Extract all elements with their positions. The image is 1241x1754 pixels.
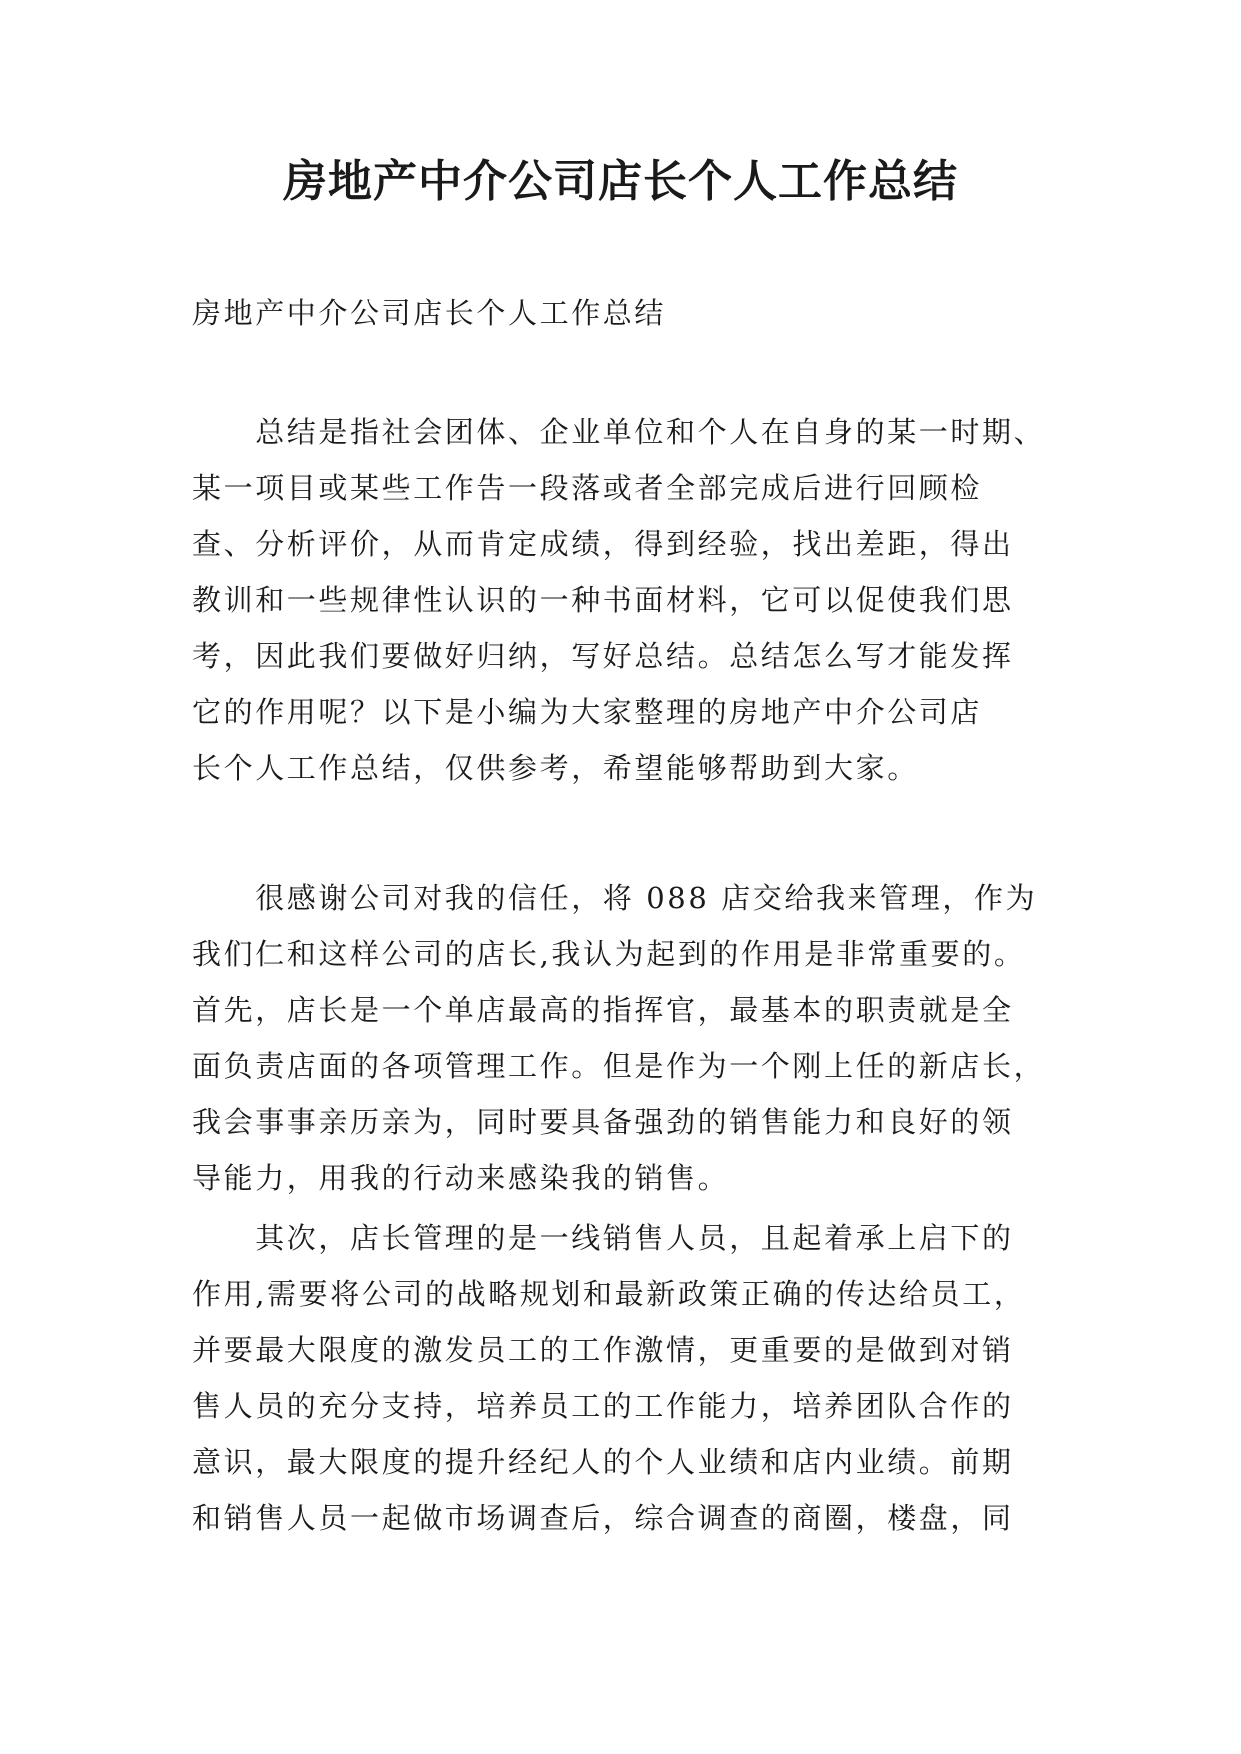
paragraph-line: 售人员的充分支持，培养员工的工作能力，培养团队合作的 xyxy=(192,1389,1014,1423)
paragraph-line: 很感谢公司对我的信任，将 088 店交给我来管理，作为 xyxy=(192,881,1038,915)
paragraph-line: 总结是指社会团体、企业单位和个人在自身的某一时期、 xyxy=(192,415,1046,449)
paragraph-line: 导能力，用我的行动来感染我的销售。 xyxy=(192,1161,730,1195)
paragraph-line: 和销售人员一起做市场调查后，综合调查的商圈，楼盘，同 xyxy=(192,1501,1014,1535)
paragraph-line: 意识，最大限度的提升经纪人的个人业绩和店内业绩。前期 xyxy=(192,1445,1014,1479)
paragraph-line: 其次，店长管理的是一线销售人员，且起着承上启下的 xyxy=(192,1221,1014,1255)
document-subtitle: 房地产中介公司店长个人工作总结 xyxy=(192,296,667,330)
paragraph-line: 作用,需要将公司的战略规划和最新政策正确的传达给员工， xyxy=(192,1277,1026,1311)
paragraph-line: 它的作用呢？以下是小编为大家整理的房地产中介公司店 xyxy=(192,695,983,729)
paragraph-thanks xyxy=(192,870,1052,1206)
paragraph-line: 教训和一些规律性认识的一种书面材料，它可以促使我们思 xyxy=(192,583,1014,617)
document-title: 房地产中介公司店长个人工作总结 xyxy=(283,156,958,207)
paragraph-line: 面负责店面的各项管理工作。但是作为一个刚上任的新店长， xyxy=(192,1049,1046,1083)
paragraph-line: 我会事事亲历亲为，同时要具备强劲的销售能力和良好的领 xyxy=(192,1105,1014,1139)
paragraph-line: 并要最大限度的激发员工的工作激情，更重要的是做到对销 xyxy=(192,1333,1014,1367)
paragraph-line: 考，因此我们要做好归纳，写好总结。总结怎么写才能发挥 xyxy=(192,639,1014,673)
paragraph-line: 首先，店长是一个单店最高的指挥官，最基本的职责就是全 xyxy=(192,993,1014,1027)
paragraph-intro xyxy=(192,404,1052,796)
paragraph-line: 我们仁和这样公司的店长,我认为起到的作用是非常重要的。 xyxy=(192,937,1026,971)
paragraph-secondly xyxy=(192,1210,1052,1546)
paragraph-line: 查、分析评价，从而肯定成绩，得到经验，找出差距，得出 xyxy=(192,527,1014,561)
paragraph-line: 某一项目或某些工作告一段落或者全部完成后进行回顾检 xyxy=(192,471,983,505)
paragraph-line: 长个人工作总结，仅供参考，希望能够帮助到大家。 xyxy=(192,751,919,785)
